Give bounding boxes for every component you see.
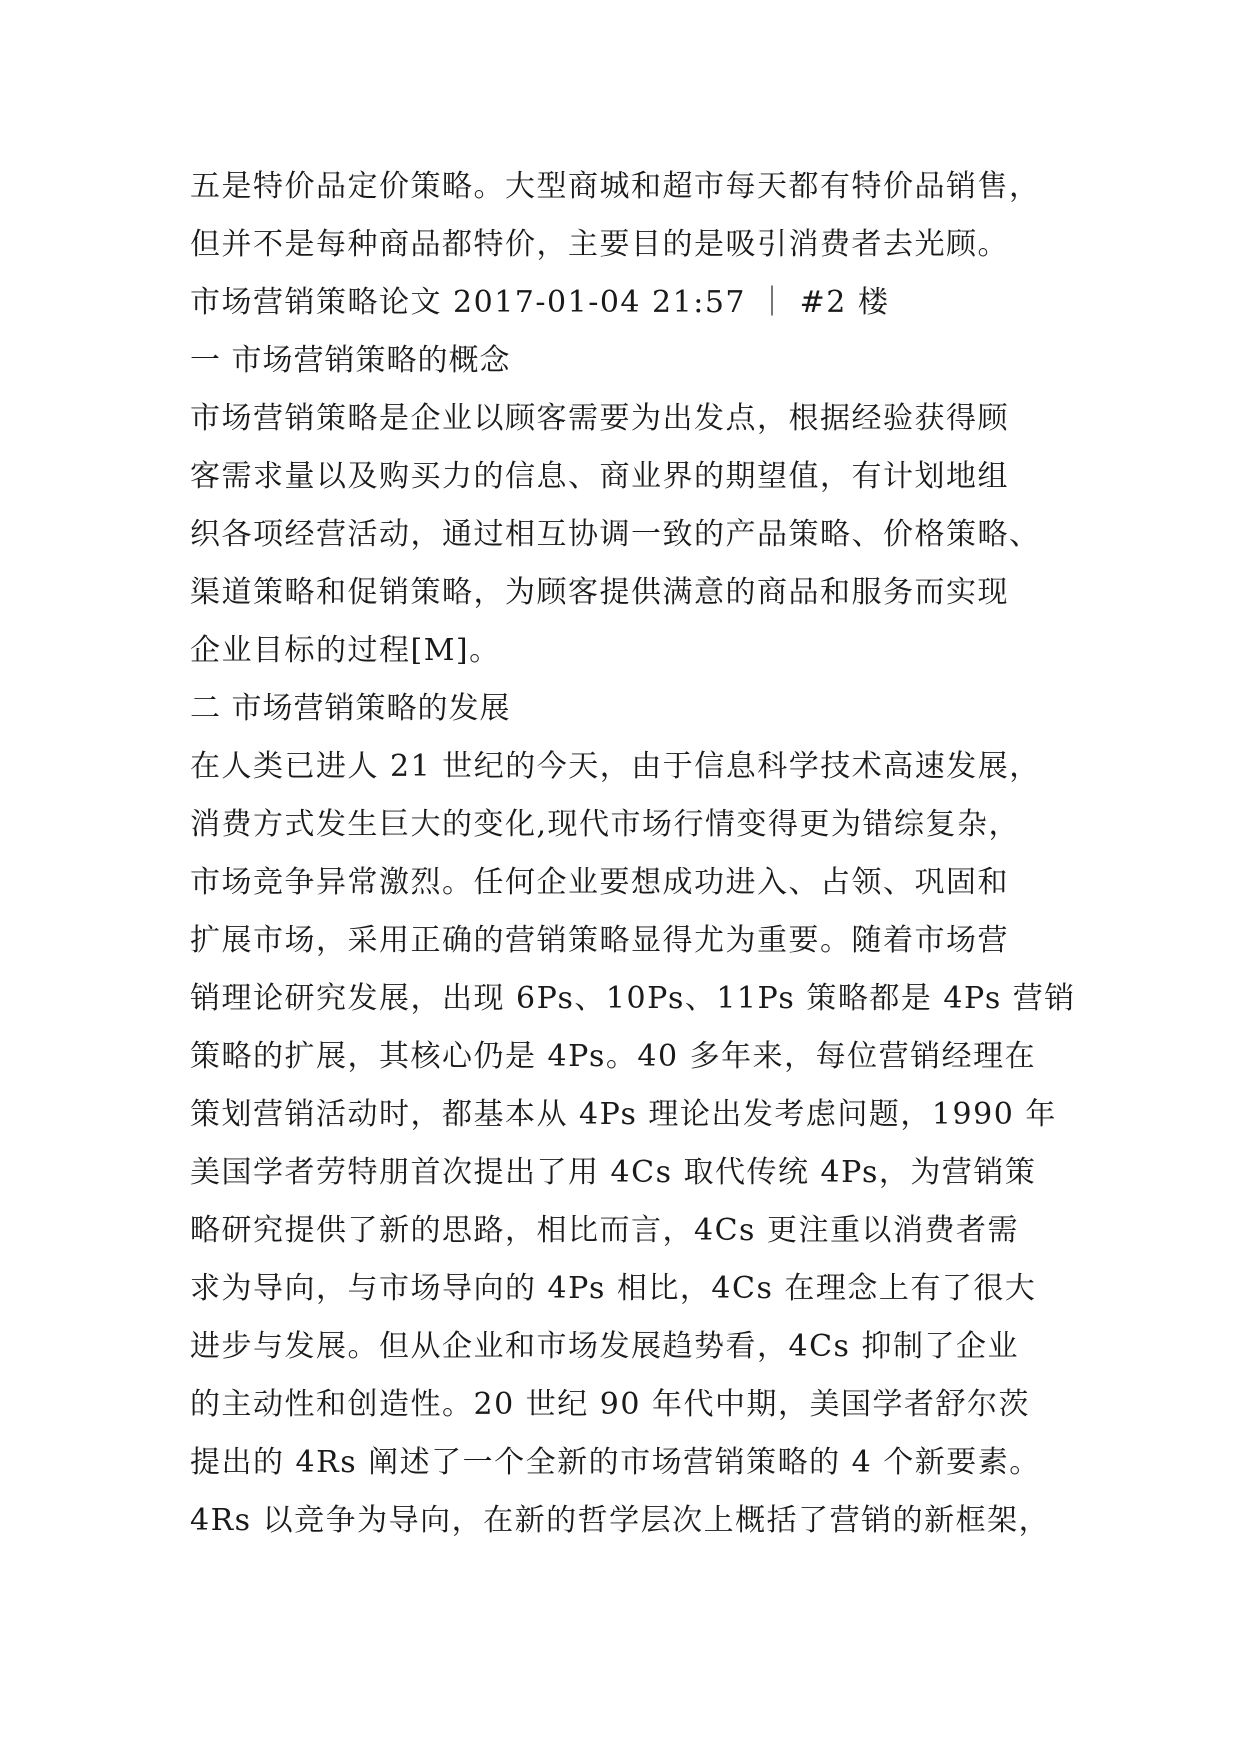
text-line: 美国学者劳特朋首次提出了用 4Cs 取代传统 4Ps，为营销策 [190,1155,1037,1190]
text-line: 客需求量以及购买力的信息、商业界的期望值，有计划地组 [190,459,1009,494]
text-line: 略研究提供了新的思路，相比而言，4Cs 更注重以消费者需 [190,1213,1019,1248]
post-meta-line: 市场营销策略论文 2017-01-04 21:57 ｜ #2 楼 [190,285,890,320]
text-line: 在人类已进人 21 世纪的今天，由于信息科学技术高速发展， [190,749,1041,784]
section-heading: 二 市场营销策略的发展 [190,691,511,726]
text-line: 市场竞争异常激烈。任何企业要想成功进入、占领、巩固和 [190,865,1009,900]
text-line: 求为导向，与市场导向的 4Ps 相比，4Cs 在理念上有了很大 [190,1271,1037,1306]
document-page [190,162,1090,1554]
text-line: 提出的 4Rs 阐述了一个全新的市场营销策略的 4 个新要素。 [190,1445,1041,1480]
text-line: 五是特价品定价策略。大型商城和超市每天都有特价品销售， [190,169,1041,204]
text-line: 渠道策略和促销策略，为顾客提供满意的商品和服务而实现 [190,575,1009,610]
text-line: 消费方式发生巨大的变化,现代市场行情变得更为错综复杂， [190,807,1021,842]
text-line: 进步与发展。但从企业和市场发展趋势看，4Cs 抑制了企业 [190,1329,1019,1364]
text-line: 销理论研究发展，出现 6Ps、10Ps、11Ps 策略都是 4Ps 营销 [190,981,1076,1016]
text-line: 市场营销策略是企业以顾客需要为出发点，根据经验获得顾 [190,401,1009,436]
text-line: 4Rs 以竞争为导向，在新的哲学层次上概括了营销的新框架， [190,1503,1051,1538]
section-heading: 一 市场营销策略的概念 [190,343,511,378]
text-line: 策略的扩展，其核心仍是 4Ps。40 多年来，每位营销经理在 [190,1039,1037,1074]
text-line: 但并不是每种商品都特价，主要目的是吸引消费者去光顾。 [190,227,1009,262]
text-line: 企业目标的过程[M]。 [190,633,501,668]
text-line: 织各项经营活动，通过相互协调一致的产品策略、价格策略、 [190,517,1041,552]
text-line: 策划营销活动时，都基本从 4Ps 理论出发考虑问题，1990 年 [190,1097,1057,1132]
text-line: 扩展市场，采用正确的营销策略显得尤为重要。随着市场营 [190,923,1009,958]
text-line: 的主动性和创造性。20 世纪 90 年代中期，美国学者舒尔茨 [190,1387,1030,1422]
